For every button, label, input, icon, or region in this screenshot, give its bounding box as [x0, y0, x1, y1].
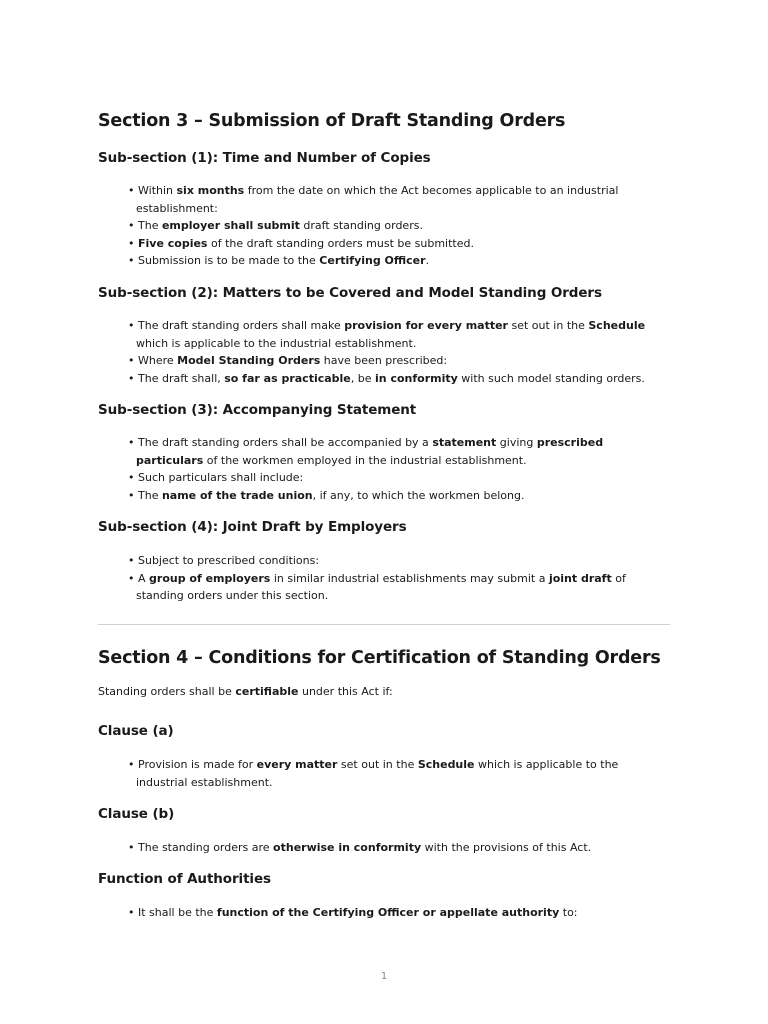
sub-section-4-list [128, 552, 673, 605]
list-item: • A group of employers in similar industrial establishments may submit a joint draft of standing orders under this section. [128, 570, 673, 605]
clause-a-heading: Clause (a) [98, 723, 174, 739]
sub-section-4-heading: Sub-section (4): Joint Draft by Employers [98, 519, 407, 535]
list-item: • Such particulars shall include: [128, 469, 673, 487]
page-number: 1 [380, 971, 388, 982]
section-4-intro: Standing orders shall be certifiable under this Act if: [98, 685, 393, 698]
list-item: • Within six months from the date on which the Act becomes applicable to an industrial establishment: [128, 182, 673, 217]
clause-b-heading: Clause (b) [98, 806, 175, 822]
sub-section-1-list [128, 182, 673, 270]
list-item: • It shall be the function of the Certifying Officer or appellate authority to: [128, 904, 673, 922]
list-item: • The draft standing orders shall make provision for every matter set out in the Schedule which is applicable to the industrial establishment. [128, 317, 673, 352]
sub-section-3-list [128, 434, 673, 504]
list-item: • The name of the trade union, if any, to which the workmen belong. [128, 487, 673, 505]
list-item: • Submission is to be made to the Certifying Officer. [128, 252, 673, 270]
sub-section-3-heading: Sub-section (3): Accompanying Statement [98, 402, 417, 418]
functions-list [128, 904, 673, 922]
list-item: • The standing orders are otherwise in conformity with the provisions of this Act. [128, 839, 673, 857]
section-divider [98, 624, 670, 625]
list-item: • The draft shall, so far as practicable, be in conformity with such model standing orders. [128, 370, 673, 388]
section-3-title: Section 3 – Submission of Draft Standing Orders [98, 111, 566, 131]
functions-heading: Function of Authorities [98, 871, 271, 887]
clause-b-list [128, 839, 673, 857]
section-4-title: Section 4 – Conditions for Certification of Standing Orders [98, 648, 661, 668]
sub-section-2-list [128, 317, 673, 387]
sub-section-1-heading: Sub-section (1): Time and Number of Copies [98, 150, 431, 166]
list-item: • Provision is made for every matter set out in the Schedule which is applicable to the industrial establishment. [128, 756, 673, 791]
list-item: • Where Model Standing Orders have been prescribed: [128, 352, 673, 370]
clause-a-list [128, 756, 673, 791]
list-item: • Subject to prescribed conditions: [128, 552, 673, 570]
list-item: • Five copies of the draft standing orders must be submitted. [128, 235, 673, 253]
list-item: • The draft standing orders shall be accompanied by a statement giving prescribed particulars of the workmen employed in the industrial establishment. [128, 434, 673, 469]
list-item: • The employer shall submit draft standing orders. [128, 217, 673, 235]
sub-section-2-heading: Sub-section (2): Matters to be Covered and Model Standing Orders [98, 285, 602, 301]
